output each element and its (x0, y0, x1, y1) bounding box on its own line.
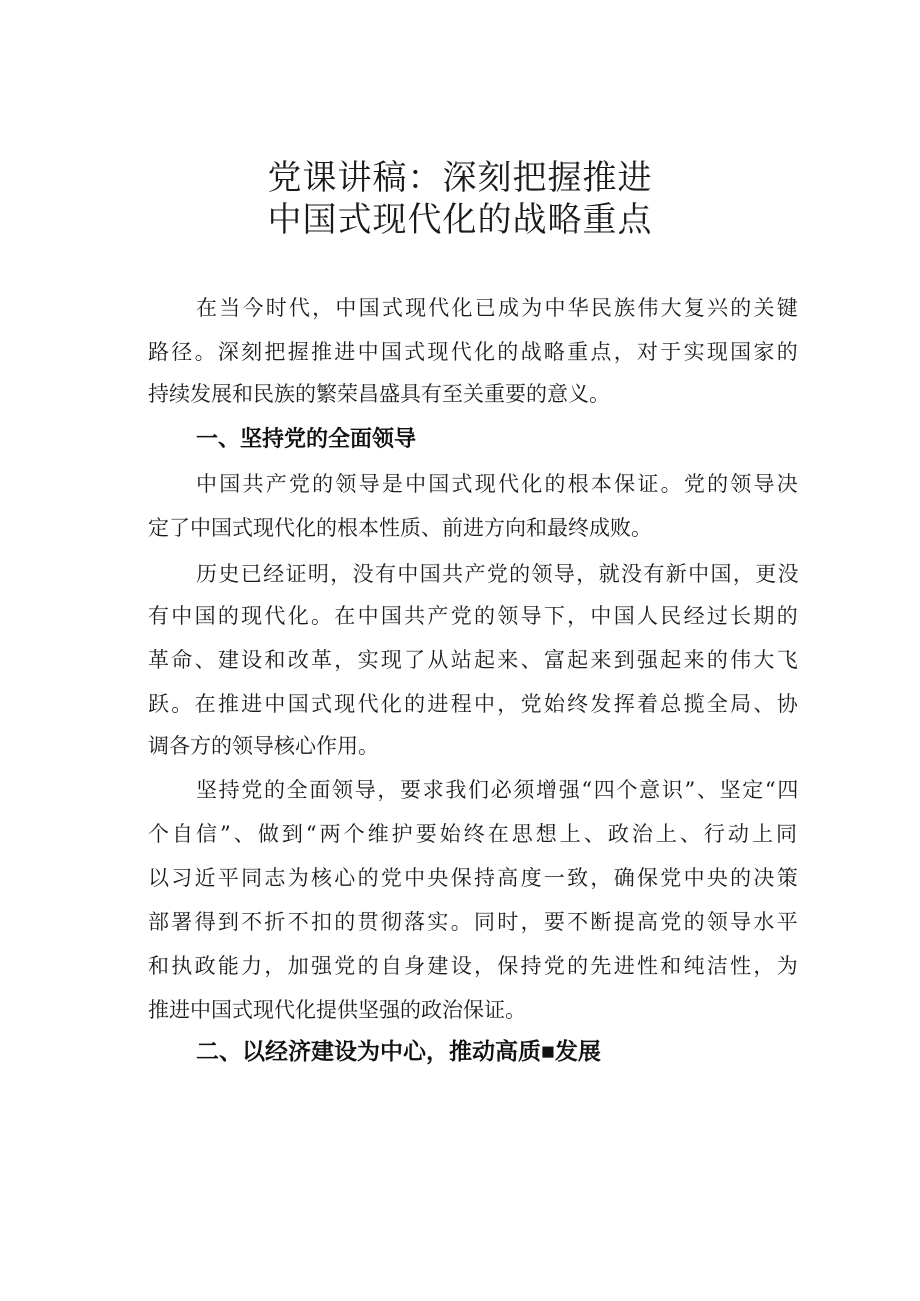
s1p1-line-2: 定了中国式现代化的根本性质、前进方向和最终成败。 (148, 516, 652, 540)
s1p3-line-2: 个自信”、做到“两个维护要始终在思想上、政治上、行动上同 (148, 822, 800, 846)
s1p2-line-2: 有中国的现代化。在中国共产党的领导下，中国人民经过长期的 (148, 604, 800, 628)
section-1-heading: 一、坚持党的全面领导 (196, 426, 417, 451)
document-title-line-1: 党课讲稿：深刻把握推进 (267, 158, 653, 198)
s1p3-line-5: 和执政能力，加强党的自身建设，保持党的先进性和纯洁性，为 (148, 954, 800, 978)
s1p2-line-1: 历史已经证明，没有中国共产党的领导，就没有新中国，更没 (196, 562, 800, 586)
document-title-line-2: 中国式现代化的战略重点 (267, 200, 653, 240)
s1p2-line-5: 调各方的领导核心作用。 (148, 734, 379, 758)
s1p3-line-6: 推进中国式现代化提供坚强的政治保证。 (148, 998, 526, 1022)
intro-line-3: 持续发展和民族的繁荣昌盛具有至关重要的意义。 (148, 382, 610, 406)
s1p2-line-3: 革命、建设和改革，实现了从站起来、富起来到强起来的伟大飞 (148, 648, 800, 672)
s1p3-line-3: 以习近平同志为核心的党中央保持高度一致，确保党中央的决策 (148, 866, 800, 890)
s1p3-line-4: 部署得到不折不扣的贯彻落实。同时，要不断提高党的领导水平 (148, 910, 800, 934)
s1p3-line-1: 坚持党的全面领导，要求我们必须增强“四个意识”、坚定“四 (196, 778, 800, 802)
s1p2-line-4: 跃。在推进中国式现代化的进程中，党始终发挥着总揽全局、协 (148, 692, 800, 716)
section-2-heading: 二、以经济建设为中心，推动高质■发展 (196, 1038, 601, 1064)
intro-line-1: 在当今时代，中国式现代化已成为中华民族伟大复兴的关键 (196, 296, 800, 320)
s1p1-line-1: 中国共产党的领导是中国式现代化的根本保证。党的领导决 (196, 472, 800, 496)
intro-line-2: 路径。深刻把握推进中国式现代化的战略重点，对于实现国家的 (148, 340, 800, 364)
